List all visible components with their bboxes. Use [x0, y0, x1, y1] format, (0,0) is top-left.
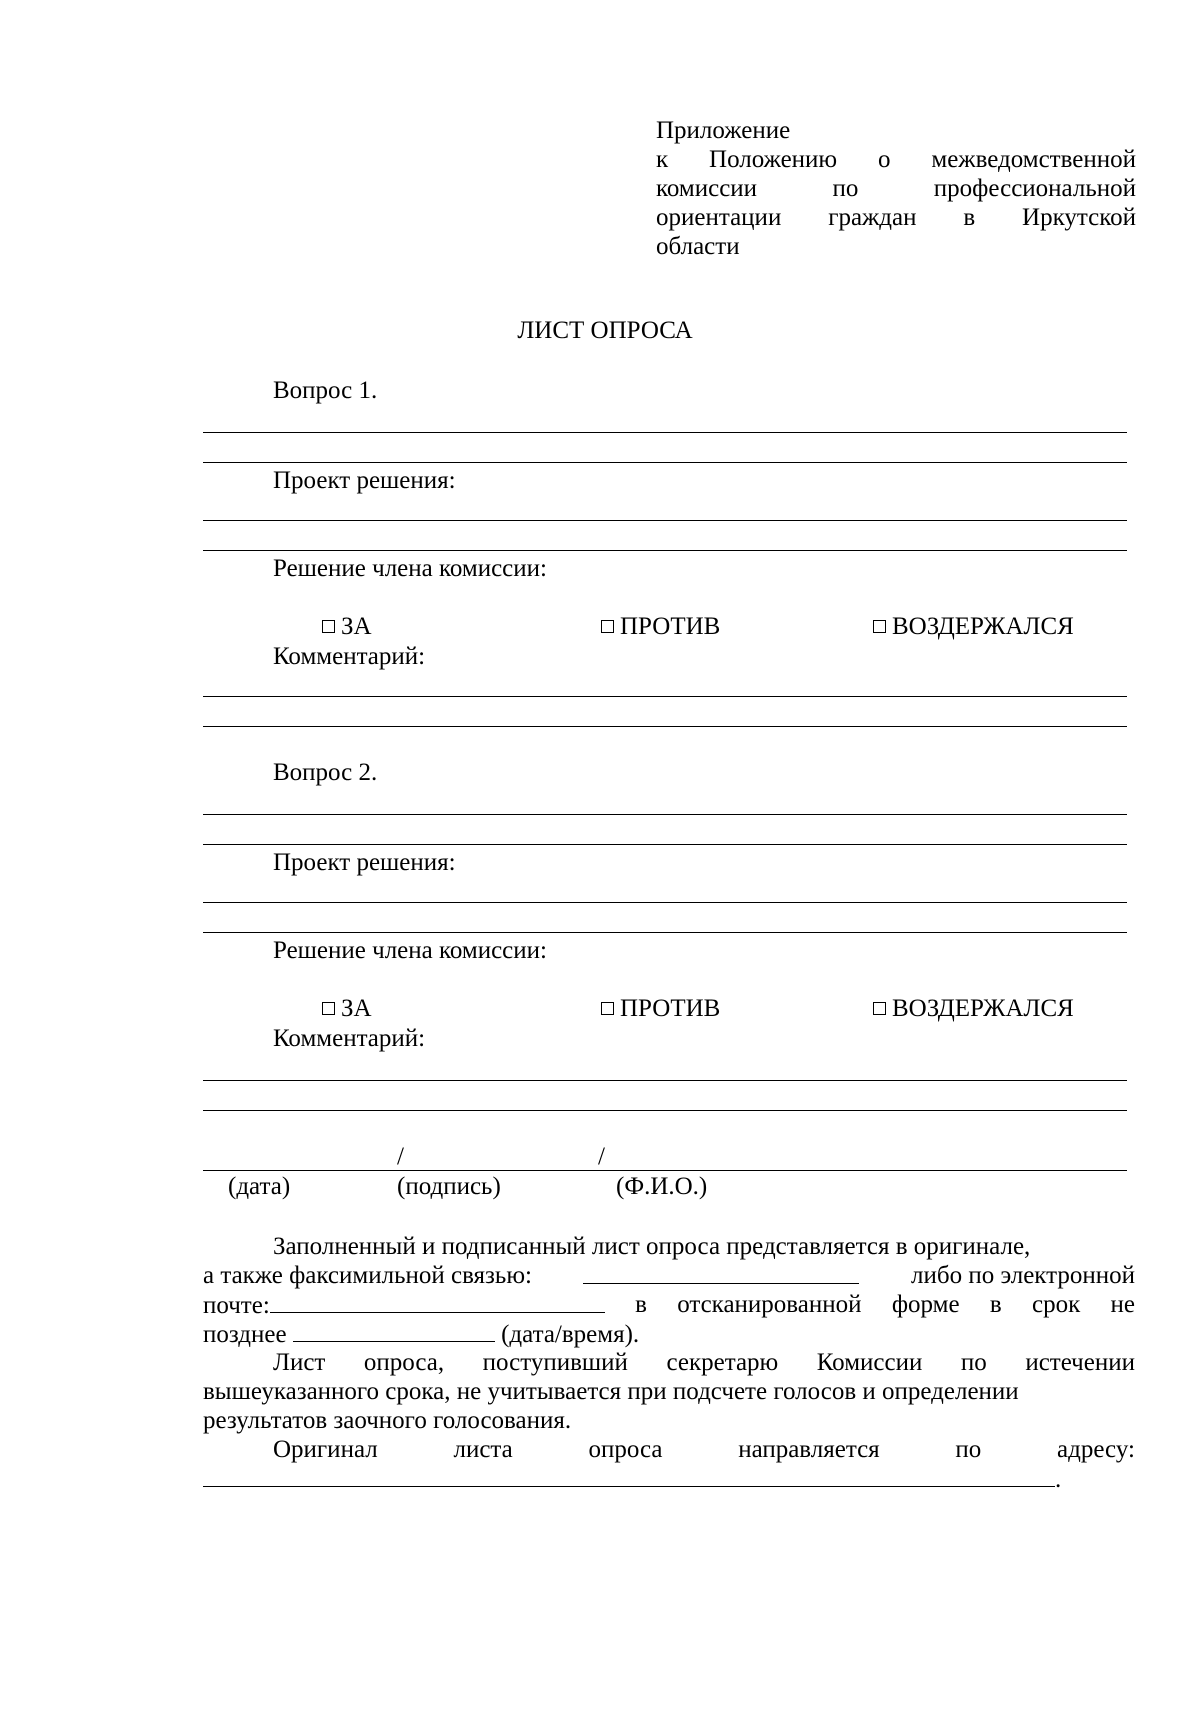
footer-word: адресу:: [1057, 1436, 1135, 1463]
question-2-draft-label: Проект решения:: [273, 849, 456, 876]
footer-word: истечении: [1025, 1349, 1135, 1376]
question-1-decision-label: Решение члена комиссии:: [273, 555, 547, 582]
question-1-label: Вопрос 1.: [273, 377, 378, 404]
deadline-field[interactable]: [293, 1319, 495, 1342]
option-label: ЗА: [341, 995, 372, 1022]
footer-word: в: [635, 1291, 647, 1318]
footer-p2-line-2: вышеуказанного срока, не учитывается при подсчете голосов и определении: [203, 1378, 1019, 1405]
document-title: ЛИСТ ОПРОСА: [517, 317, 693, 344]
appendix-word: о: [878, 146, 891, 173]
footer-word: Оригинал: [273, 1436, 378, 1463]
checkbox-icon[interactable]: [873, 620, 886, 633]
checkbox-icon[interactable]: [601, 620, 614, 633]
checkbox-icon[interactable]: [322, 620, 335, 633]
footer-word: по: [955, 1436, 982, 1463]
question-1-option-abstain[interactable]: [873, 612, 1074, 641]
question-1-comment-line-2[interactable]: [203, 726, 1127, 727]
footer-p1-line-3: [203, 1290, 1135, 1319]
question-2-answer-line-2[interactable]: [203, 844, 1127, 845]
fax-number-field[interactable]: [583, 1261, 859, 1284]
appendix-line-3: [656, 174, 1136, 203]
footer-word: листа: [453, 1436, 513, 1463]
footer-word: Комиссии: [816, 1349, 923, 1376]
footer-word: форме: [891, 1291, 960, 1318]
question-2-answer-line-1[interactable]: [203, 814, 1127, 815]
question-2-decision-label: Решение члена комиссии:: [273, 937, 547, 964]
footer-word: опроса: [588, 1436, 663, 1463]
name-caption: (Ф.И.О.): [616, 1173, 708, 1200]
signature-separator-2: /: [598, 1143, 605, 1170]
checkbox-icon[interactable]: [322, 1002, 335, 1015]
footer-word: опроса,: [363, 1349, 445, 1376]
appendix-line-5: области: [656, 233, 740, 260]
footer-word: секретарю: [666, 1349, 779, 1376]
appendix-word: ориентации: [656, 204, 782, 231]
option-label: ПРОТИВ: [620, 995, 721, 1022]
question-2-option-abstain[interactable]: [873, 994, 1074, 1023]
date-caption: (дата): [228, 1173, 291, 1200]
address-period: .: [1055, 1466, 1062, 1493]
option-label: ВОЗДЕРЖАЛСЯ: [892, 995, 1074, 1022]
email-label: почте:: [203, 1292, 270, 1319]
footer-word: отсканированной: [677, 1291, 862, 1318]
appendix-line-1: Приложение: [656, 117, 791, 144]
appendix-word: профессиональной: [933, 175, 1136, 202]
appendix-word: Иркутской: [1022, 204, 1136, 231]
footer-p1-line-4: [203, 1319, 1135, 1348]
fax-label: а также факсимильной связью:: [203, 1262, 532, 1289]
question-1-draft-line-1[interactable]: [203, 520, 1127, 521]
appendix-word: по: [832, 175, 859, 202]
signature-separator-1: /: [397, 1143, 404, 1170]
footer-word: не: [1110, 1291, 1135, 1318]
question-2-comment-label: Комментарий:: [273, 1025, 426, 1052]
appendix-word: к: [656, 146, 669, 173]
footer-p3-line-2: [203, 1464, 1135, 1493]
footer-paragraphs: [203, 1232, 1135, 1493]
question-1-draft-line-2[interactable]: [203, 550, 1127, 551]
email-field[interactable]: [270, 1290, 605, 1313]
footer-word: по: [960, 1349, 987, 1376]
question-2-option-against[interactable]: [601, 994, 720, 1023]
option-label: ПРОТИВ: [620, 613, 721, 640]
option-label: ЗА: [341, 613, 372, 640]
checkbox-icon[interactable]: [873, 1002, 886, 1015]
question-1-option-for[interactable]: [322, 612, 372, 641]
question-2-label: Вопрос 2.: [273, 759, 378, 786]
question-2-option-for[interactable]: [322, 994, 372, 1023]
question-1-comment-line-1[interactable]: [203, 696, 1127, 697]
question-2-comment-line-2[interactable]: [203, 1110, 1127, 1111]
footer-p1-line-2: [203, 1261, 1135, 1290]
question-2-comment-line-1[interactable]: [203, 1080, 1127, 1081]
deadline-label: позднее: [203, 1321, 287, 1348]
footer-word: Лист: [273, 1349, 326, 1376]
checkbox-icon[interactable]: [601, 1002, 614, 1015]
appendix-word: граждан: [828, 204, 917, 231]
signature-caption: (подпись): [397, 1173, 501, 1200]
appendix-word: в: [963, 204, 976, 231]
question-2-draft-line-1[interactable]: [203, 902, 1127, 903]
appendix-header: [656, 116, 1136, 261]
email-group: [203, 1290, 605, 1319]
appendix-line-4: [656, 203, 1136, 232]
appendix-word: Положению: [709, 146, 838, 173]
question-1-answer-line-2[interactable]: [203, 462, 1127, 463]
deadline-caption: (дата/время).: [501, 1321, 640, 1348]
footer-word: поступивший: [482, 1349, 628, 1376]
signature-line[interactable]: [203, 1170, 1127, 1171]
footer-p3-line-1: [203, 1435, 1135, 1464]
question-1-comment-label: Комментарий:: [273, 643, 426, 670]
footer-text: либо по электронной: [911, 1262, 1135, 1289]
question-2-draft-line-2[interactable]: [203, 932, 1127, 933]
footer-p2-line-1: [203, 1348, 1135, 1377]
footer-word: срок: [1031, 1291, 1081, 1318]
question-1-draft-label: Проект решения:: [273, 467, 456, 494]
option-label: ВОЗДЕРЖАЛСЯ: [892, 613, 1074, 640]
question-1-answer-line-1[interactable]: [203, 432, 1127, 433]
question-1-option-against[interactable]: [601, 612, 720, 641]
appendix-word: комиссии: [656, 175, 758, 202]
footer-p1-line-1: Заполненный и подписанный лист опроса представляется в оригинале,: [273, 1233, 1031, 1260]
appendix-line-2: [656, 145, 1136, 174]
appendix-word: межведомственной: [931, 146, 1136, 173]
footer-p2-line-3: результатов заочного голосования.: [203, 1407, 572, 1434]
address-field[interactable]: [203, 1464, 1055, 1487]
footer-word: направляется: [738, 1436, 880, 1463]
footer-word: в: [989, 1291, 1002, 1318]
